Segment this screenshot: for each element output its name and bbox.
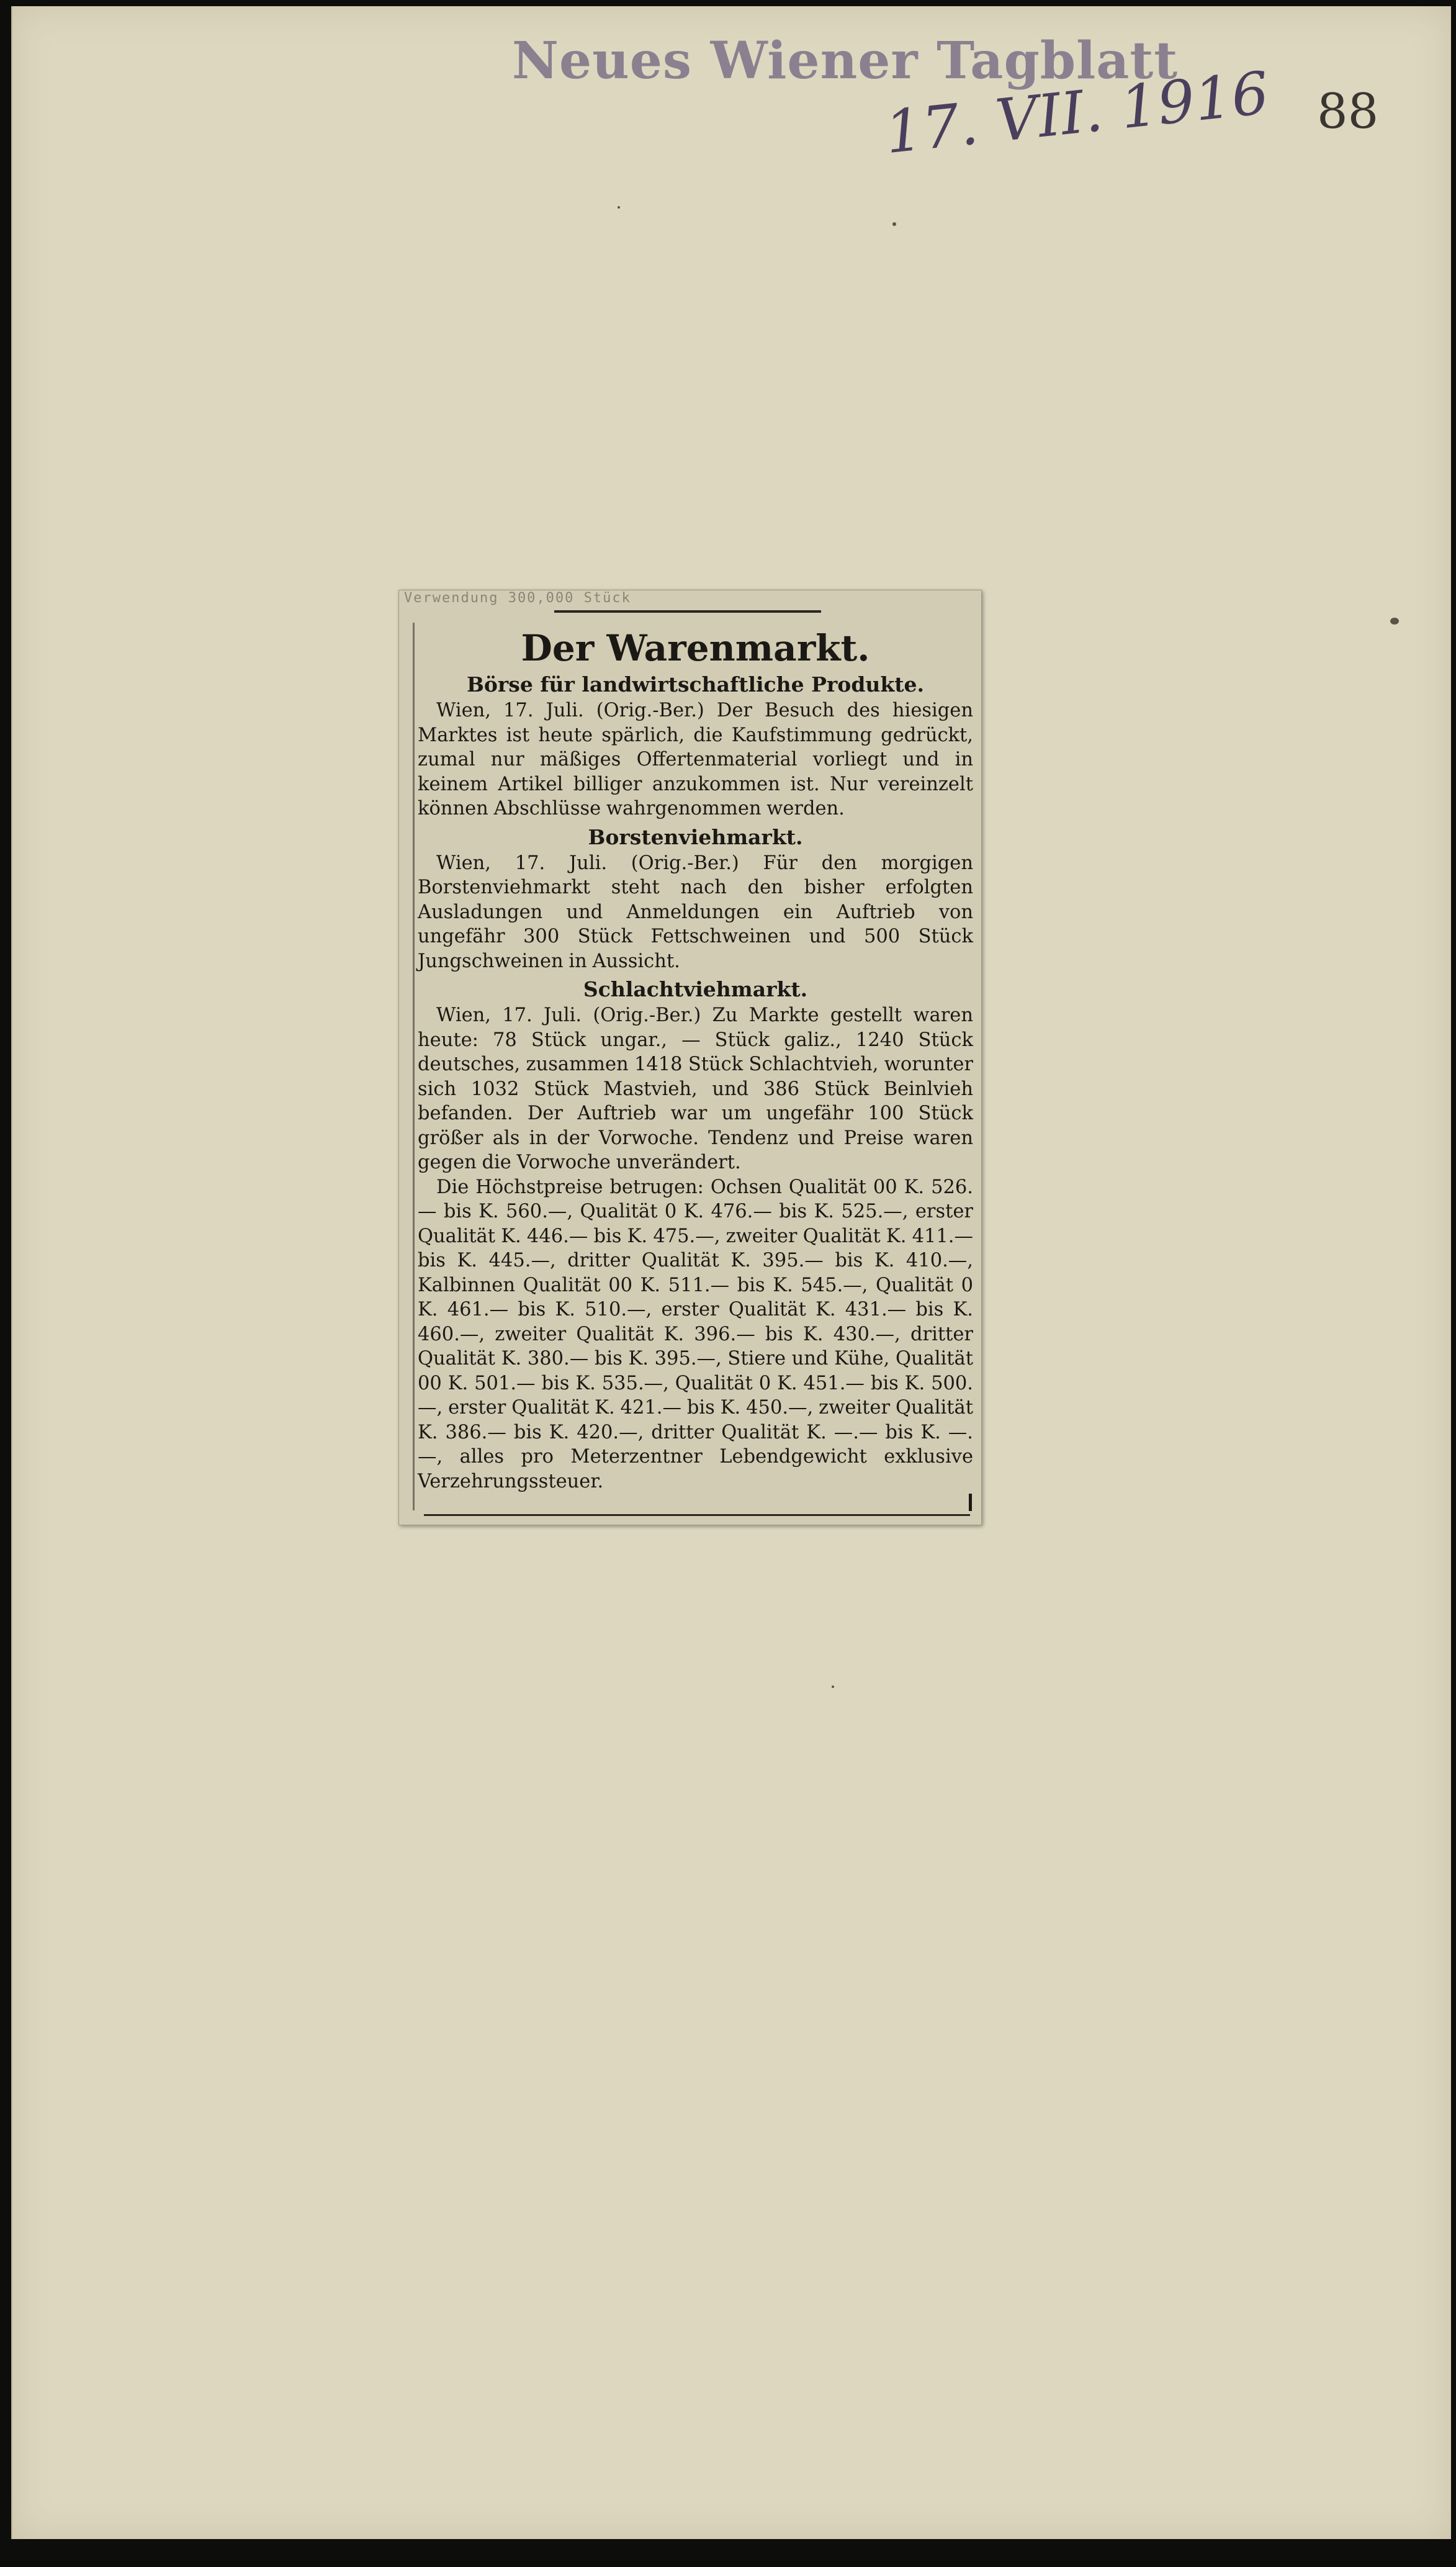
edge-mark <box>969 1494 972 1511</box>
article-headline: Der Warenmarkt. <box>521 627 870 669</box>
section-paragraph: Wien, 17. Juli. (Orig.-Ber.) Für den morgigen Borstenviehmarkt steht nach den bisher erfolgten Ausladungen und Anmeldungen ein Auftrieb von ungefähr 300 Stück Fettschweinen und 500 Stück Jungschweinen in Aussicht. <box>418 852 973 972</box>
title-rule <box>554 610 821 613</box>
archive-sheet <box>11 6 1451 2539</box>
section-paragraph: Die Höchstpreise betrugen: Ochsen Qualität 00 K. 526.— bis K. 560.—, Qualität 0 K. 476.— bis K. 525.—, erster Qualität K. 446.— bis K. 475.—, zweiter Qualität K. 411.— bis K. 445.—, dritter Qualität K. 395.— bis K. 410.—, Kalbinnen Qualität 00 K. 511.— bis K. 545.—, Qualität 0 K. 461.— bis K. 510.—, erster Qualität K. 431.— bis K. 460.—, zweiter Qualität K. 396.— bis K. 430.—, dritter Qualität K. 380.— bis K. 395.—, Stiere und Kühe, Qualität 00 K. 501.— bis K. 535.—, Qualität 0 K. 451.— bis K. 500.—, erster Qualität K. 421.— bis K. 450.—, zweiter Qualität K. 386.— bis K. 420.—, dritter Qualität K. —.— bis K. —.—, alles pro Meterzentner Lebendgewicht exklusive Verzehrungssteuer. <box>418 1176 973 1492</box>
column-rule <box>413 623 415 1510</box>
cut-off-line: Verwendung 300,000 Stück <box>404 590 631 605</box>
paper-speck <box>832 1685 834 1688</box>
section-paragraph: Wien, 17. Juli. (Orig.-Ber.) Der Besuch des hiesigen Marktes ist heute spärlich, die Kaufstimmung gedrückt, zumal nur mäßiges Offertenmaterial vorliegt und in keinem Artikel billiger anzukommen ist. Nur vereinzelt können Abschlüsse wahrgenommen werden. <box>418 700 973 819</box>
page-number: 88 <box>1317 84 1379 140</box>
paper-speck <box>892 222 896 226</box>
paper-speck <box>1390 618 1399 625</box>
article-body <box>418 628 973 1494</box>
section-heading-boerse: Börse für landwirtschaftliche Produkte. <box>467 672 924 697</box>
paper-speck <box>618 206 620 209</box>
section-heading-schlachtvieh: Schlachtviehmarkt. <box>583 977 808 1001</box>
section-heading-borstenvieh: Borstenviehmarkt. <box>588 824 803 849</box>
bottom-rule <box>424 1514 970 1516</box>
newspaper-name-stamp: Neues Wiener Tagblatt <box>512 31 1179 91</box>
handwritten-date: 17. VII. 1916 <box>882 59 1272 168</box>
newspaper-clipping <box>398 590 982 1525</box>
section-paragraph: Wien, 17. Juli. (Orig.-Ber.) Zu Markte gestellt waren heute: 78 Stück ungar., — Stück galiz., 1240 Stück deutsches, zusammen 1418 Stück Schlachtvieh, worunter sich 1032 Stück Mastvieh, und 386 Stück Beinlvieh befanden. Der Auftrieb war um ungefähr 100 Stück größer als in der Vorwoche. Tendenz und Preise waren gegen die Vorwoche unverändert. <box>418 1004 973 1173</box>
